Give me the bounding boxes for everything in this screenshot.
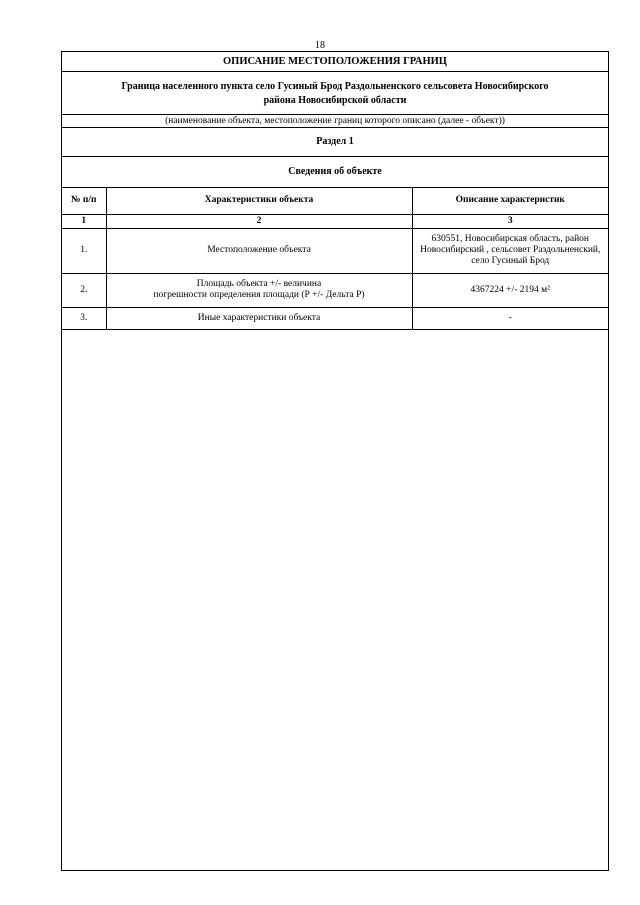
section-title: Раздел 1	[62, 128, 608, 157]
description-cell	[412, 228, 608, 273]
document-title: ОПИСАНИЕ МЕСТОПОЛОЖЕНИЯ ГРАНИЦ	[62, 52, 608, 72]
table-row	[62, 273, 608, 307]
description-line: 4367224 +/- 2194 м²	[470, 284, 550, 295]
row-number: 3.	[62, 307, 106, 329]
characteristic-line: Иные характеристики объекта	[197, 312, 321, 323]
characteristic-line: погрешности определения площади (Р +/- Дельта Р)	[153, 290, 365, 300]
column-number-row	[62, 214, 608, 228]
header-description: Описание характеристик	[412, 188, 608, 214]
characteristic-cell	[106, 228, 412, 273]
description-cell	[412, 307, 608, 329]
description-cell	[412, 273, 608, 307]
characteristic-cell	[106, 273, 412, 307]
object-caption: (наименование объекта, местоположение границ которого описано (далее - объект))	[62, 115, 608, 128]
page-number: 18	[315, 40, 325, 51]
object-name	[62, 72, 608, 115]
document-frame	[61, 51, 609, 871]
subsection-title: Сведения об объекте	[62, 157, 608, 188]
column-number-3: 3	[412, 214, 608, 228]
table-row	[62, 307, 608, 329]
object-name-line-1: Граница населенного пункта село Гусиный Брод Раздольненского сельсовета Новосибирского	[121, 81, 549, 92]
object-info-table	[62, 188, 608, 330]
row-number: 2.	[62, 273, 106, 307]
description-line: Новосибирский , сельсовет Раздольненский,	[420, 245, 601, 255]
description-line: 630551, Новосибирская область, район	[431, 234, 590, 244]
header-characteristic: Характеристики объекта	[106, 188, 412, 214]
column-number-1: 1	[62, 214, 106, 228]
characteristic-line: Площадь объекта +/- величина	[196, 279, 322, 289]
characteristic-line: Местоположение объекта	[207, 245, 311, 255]
header-number: № п/п	[62, 188, 106, 214]
description-line: село Гусиный Брод	[471, 256, 550, 266]
characteristic-cell	[106, 307, 412, 329]
table-row	[62, 228, 608, 273]
object-name-line-2: района Новосибирской области	[263, 95, 407, 106]
description-line: -	[508, 312, 512, 323]
table-header-row	[62, 188, 608, 214]
column-number-2: 2	[106, 214, 412, 228]
row-number: 1.	[62, 228, 106, 273]
